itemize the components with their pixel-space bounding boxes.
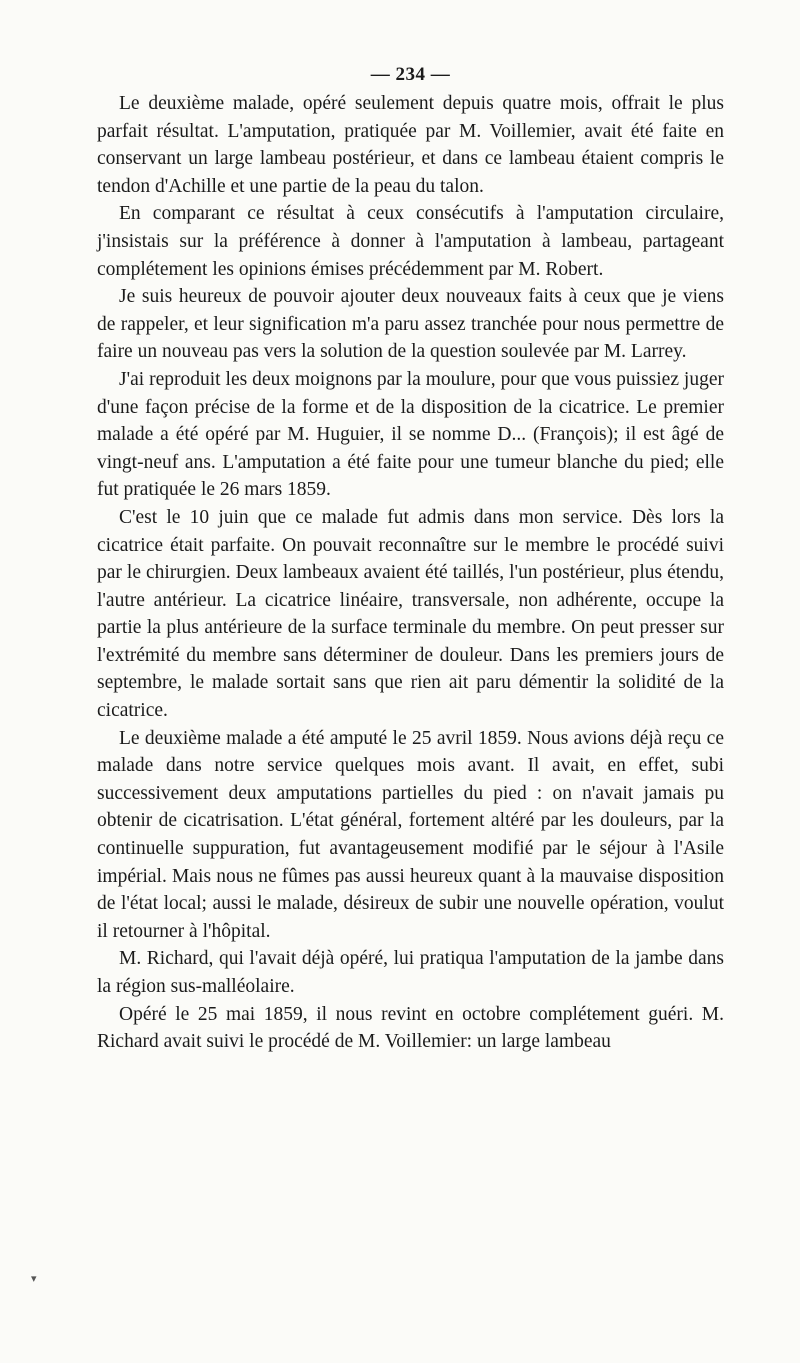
paragraph-5: C'est le 10 juin que ce malade fut admis dans mon service. Dès lors la cicatrice était parfaite. On pouvait reconnaître sur le membre le procédé suivi par le chirurgien. Deux lambeaux avaient été taillés, l'un postérieur, plus étendu, l'autre antérieur. La cicatrice linéaire, transversale, non adhérente, occupe la partie la plus antérieure de la surface terminale du membre. On peut presser sur l'extrémité du membre sans déterminer de douleur. Dans les premiers jours de septembre, le malade sortait sans que rien ait paru démentir la solidité de la cicatrice. [97, 506, 724, 722]
paragraph-4: J'ai reproduit les deux moignons par la moulure, pour que vous puissiez juger d'une façon précise de la forme et de la disposition de la cicatrice. Le premier malade a été opéré par M. Huguier, il se nomme D... (François); il est âgé de vingt-neuf ans. L'amputation a été faite pour une tumeur blanche du pied; elle fut pratiquée le 26 mars 1859. [97, 368, 724, 501]
margin-mark-icon: ▾ [31, 1272, 37, 1285]
paragraph-6: Le deuxième malade a été amputé le 25 avril 1859. Nous avions déjà reçu ce malade dans notre service quelques mois avant. Il avait, en effet, subi successivement deux amputations partielles du pied : on n'avait jamais pu obtenir de cicatrisation. L'état général, fortement altéré par les douleurs, par la continuelle suppuration, fut avantageusement modifié par le séjour à l'Asile impérial. Mais nous ne fûmes pas aussi heureux quant à la mauvaise disposition de l'état local; aussi le malade, désireux de subir une nouvelle opération, voulut il retourner à l'hôpital. [97, 727, 724, 942]
paragraph-8: Opéré le 25 mai 1859, il nous revint en octobre complétement guéri. M. Richard avait suivi le procédé de M. Voillemier: un large lambeau [97, 1003, 724, 1053]
paragraph-2: En comparant ce résultat à ceux consécutifs à l'amputation circulaire, j'insistais sur la préférence à donner à l'amputation à lambeau, partageant complétement les opinions émises précédemment par M. Robert. [97, 203, 724, 280]
book-page [97, 62, 724, 1056]
paragraph-7: M. Richard, qui l'avait déjà opéré, lui pratiqua l'amputation de la jambe dans la région sus-malléolaire. [97, 948, 724, 997]
paragraph-1: Le deuxième malade, opéré seulement depuis quatre mois, offrait le plus parfait résultat. L'amputation, pratiquée par M. Voillemier, avait été faite en conservant un large lambeau postérieur, et dans ce lambeau étaient compris le tendon d'Achille et une partie de la peau du talon. [97, 93, 724, 197]
paragraph-3: Je suis heureux de pouvoir ajouter deux nouveaux faits à ceux que je viens de rappeler, et leur signification m'a paru assez tranchée pour nous permettre de faire un nouveau pas vers la solution de la question soulevée par M. Larrey. [97, 286, 724, 363]
page-number: — 234 — [370, 64, 451, 85]
